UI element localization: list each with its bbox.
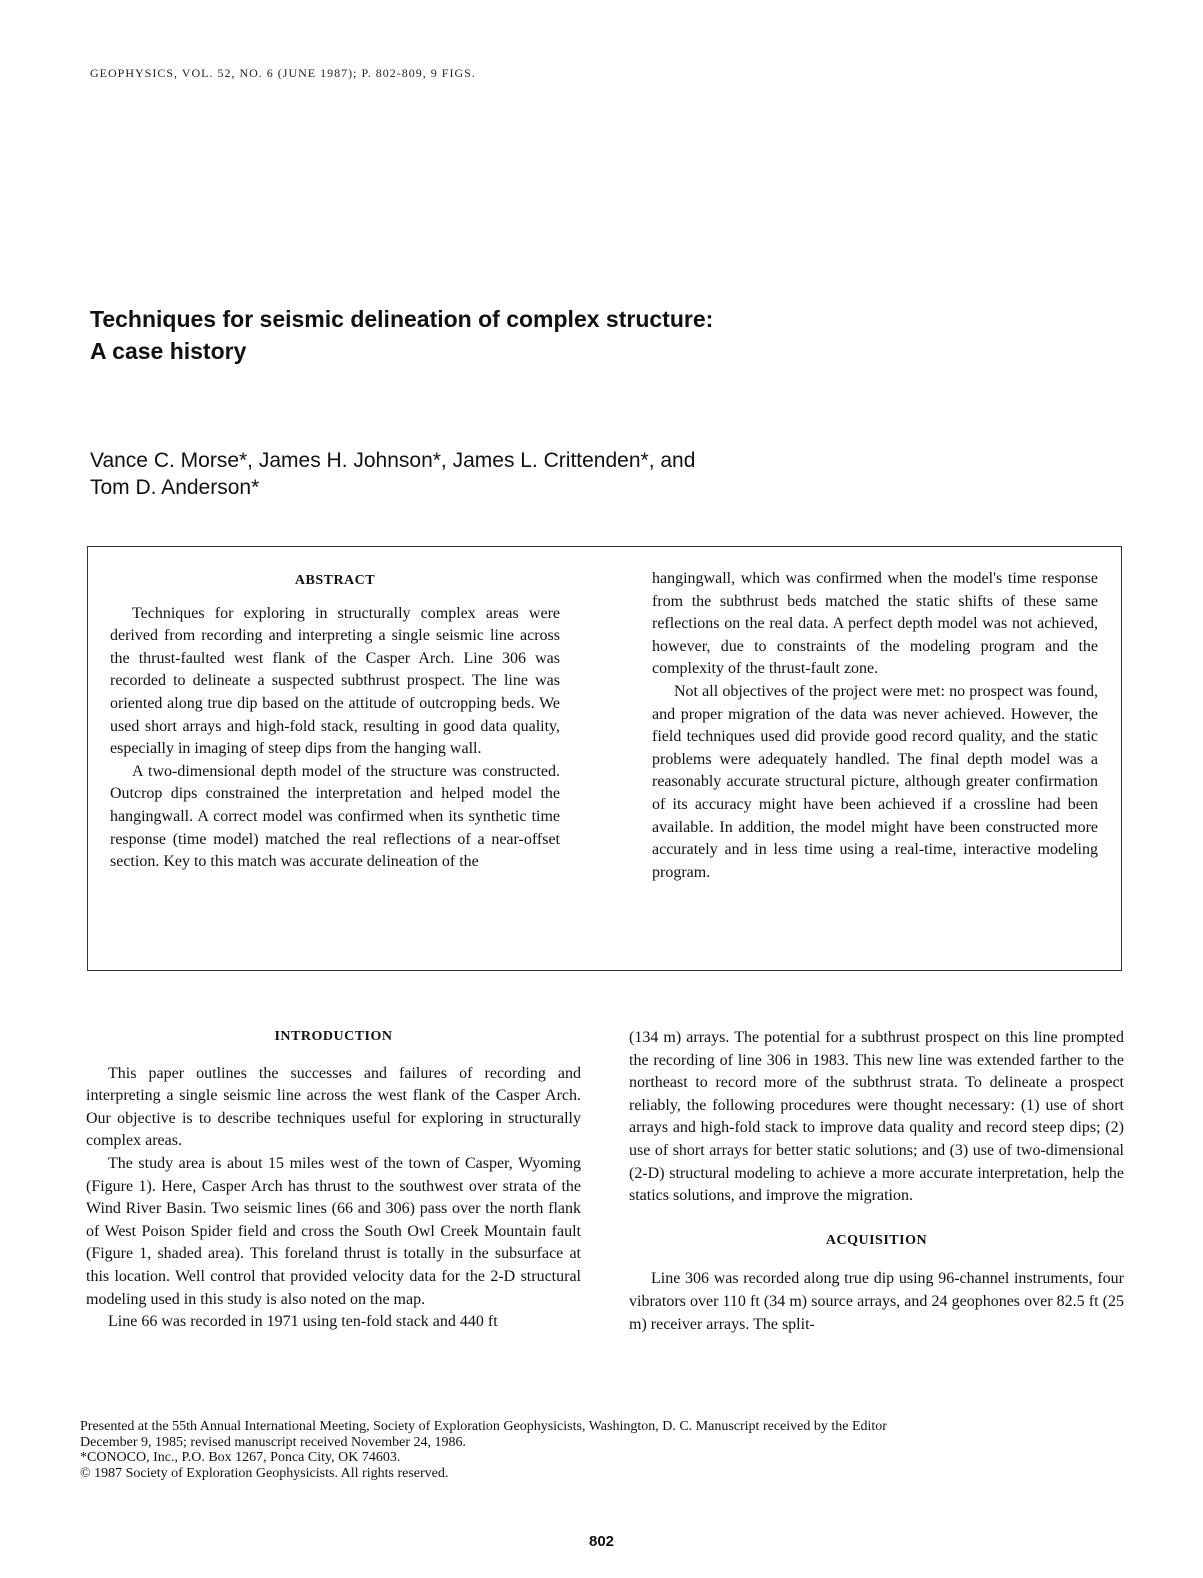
abstract-left-column <box>110 570 560 874</box>
footnote-line: Presented at the 55th Annual International Meeting, Society of Exploration Geophysicists, Washington, D. C. Manuscript received by the Editor <box>80 1419 887 1434</box>
body-paragraph: Line 66 was recorded in 1971 using ten-fold stack and 440 ft <box>108 1313 498 1331</box>
page-number: 802 <box>588 1533 615 1550</box>
body-paragraph: This paper outlines the successes and failures of recording and interpreting a single seismic line across the west flank of the Casper Arch. Our objective is to describe techniques useful for exploring in structurally complex areas. <box>86 1064 581 1150</box>
author-list <box>90 447 990 501</box>
abstract-paragraph: A two-dimensional depth model of the structure was constructed. Outcrop dips constrained the interpretation and helped model the hangingwall. A correct model was confirmed when its synthetic time response (time model) matched the real reflections of a near-offset section. Key to this match was accurate delineation of the <box>110 762 560 871</box>
title-line-1: Techniques for seismic delineation of complex structure: <box>90 306 714 332</box>
introduction-heading: INTRODUCTION <box>274 1029 393 1044</box>
abstract-right-column <box>652 568 1098 884</box>
authors-line-1: Vance C. Morse*, James H. Johnson*, James L. Crittenden*, and <box>90 449 696 472</box>
abstract-paragraph: Techniques for exploring in structurally complex areas were derived from recording and interpreting a single seismic line across the thrust-faulted west flank of the Casper Arch. Line 306 was recorded to delineate a suspected subthrust prospect. The line was oriented along true dip based on the attitude of outcropping beds. We used short arrays and high-fold stack, resulting in good data quality, especially in imaging of steep dips from the hanging wall. <box>110 604 560 758</box>
body-paragraph: Line 306 was recorded along true dip using 96-channel instruments, four vibrators over 110 ft (34 m) source arrays, and 24 geophones over 82.5 ft (25 m) receiver arrays. The split- <box>629 1270 1124 1333</box>
authors-line-2: Tom D. Anderson* <box>90 476 260 499</box>
paper-title <box>90 303 990 367</box>
footnote-line: © 1987 Society of Exploration Geophysicists. All rights reserved. <box>80 1465 449 1481</box>
body-paragraph: The study area is about 15 miles west of the town of Casper, Wyoming (Figure 1). Here, Casper Arch has thrust to the southwest over strata of the Wind River Basin. Two seismic lines (66 and 306) pass over the north flank of West Poison Spider field and cross the South Owl Creek Mountain fault (Figure 1, shaded area). This foreland thrust is totally in the subsurface at this location. Well control that provided velocity data for the 2-D structural modeling used in this study is also noted on the map. <box>86 1154 581 1308</box>
footnote-line: *CONOCO, Inc., P.O. Box 1267, Ponca City, OK 74603. <box>80 1450 401 1465</box>
body-paragraph: (134 m) arrays. The potential for a subthrust prospect on this line prompted the recording of line 306 in 1983. This new line was extended farther to the northeast to record more of the subthrust strata. To delineate a prospect reliably, the following procedures were thought necessary: (1) use of short arrays and high-fold stack to improve data quality and record steep dips; (2) use of short arrays for better static solutions; and (3) use of two-dimensional (2-D) structural modeling to achieve a more accurate interpretation, help the statics solutions, and improve the migration. <box>629 1029 1124 1205</box>
footnote-line: December 9, 1985; revised manuscript received November 24, 1986. <box>80 1434 467 1450</box>
acquisition-heading: ACQUISITION <box>825 1232 928 1248</box>
abstract-heading: ABSTRACT <box>294 573 376 588</box>
introduction-left-column <box>86 1026 581 1334</box>
abstract-paragraph: hangingwall, which was confirmed when the model's time response from the subthrust beds matched the static shifts of these same reflections on the real data. A perfect depth model was not achieved, however, due to constraints of the modeling program and the complexity of the thrust-fault zone. <box>652 570 1098 678</box>
title-line-2: A case history <box>90 338 247 364</box>
footnote <box>80 1419 1130 1481</box>
abstract-paragraph: Not all objectives of the project were met: no prospect was found, and proper migration of the data was never achieved. However, the field techniques used did provide good record quality, and the static problems were adequately handled. The final depth model was a reasonably accurate structural picture, although greater confirmation of its accuracy might have been achieved if a crossline had been available. In addition, the model might have been constructed more accurately and in less time using a real-time, interactive modeling program. <box>652 682 1098 881</box>
body-right-column <box>629 1027 1124 1336</box>
journal-header: GEOPHYSICS, VOL. 52, NO. 6 (JUNE 1987); P. 802-809, 9 FIGS. <box>90 66 476 80</box>
